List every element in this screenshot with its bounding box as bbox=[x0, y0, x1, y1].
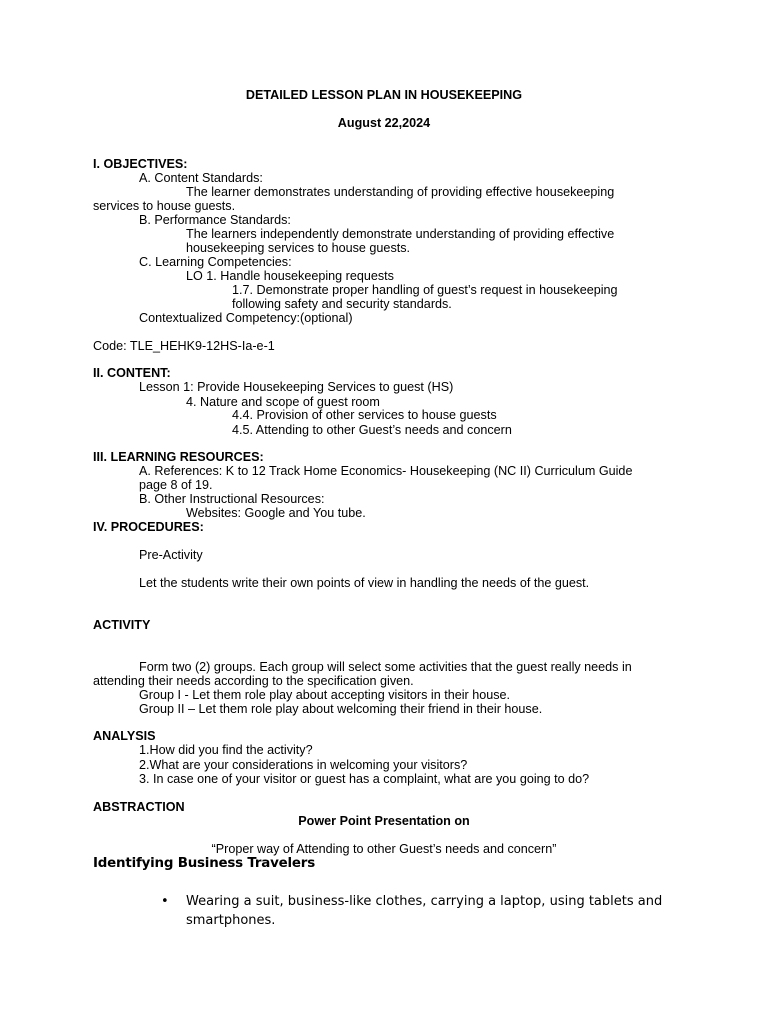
content-item-4-5: 4.5. Attending to other Guest’s needs and concern bbox=[232, 423, 512, 437]
bullet-text-cont: smartphones. bbox=[186, 913, 276, 928]
group-2-text: Group II – Let them role play about welcoming their friend in their house. bbox=[139, 702, 543, 716]
learning-competencies-label: C. Learning Competencies: bbox=[139, 255, 292, 269]
competency-1-7: 1.7. Demonstrate proper handling of guest’s request in housekeeping bbox=[232, 283, 618, 297]
activity-heading: ACTIVITY bbox=[93, 618, 151, 632]
resources-heading: III. LEARNING RESOURCES: bbox=[93, 450, 264, 464]
learning-outcome-1: LO 1. Handle housekeeping requests bbox=[186, 269, 394, 283]
content-standards-text-cont: services to house guests. bbox=[93, 199, 236, 213]
analysis-question-1: 1.How did you find the activity? bbox=[139, 743, 313, 757]
document-title: DETAILED LESSON PLAN IN HOUSEKEEPING bbox=[245, 88, 523, 102]
competency-code: Code: TLE_HEHK9-12HS-Ia-e-1 bbox=[93, 339, 275, 353]
content-standards-text: The learner demonstrates understanding of providing effective housekeeping bbox=[186, 185, 615, 199]
ppt-subtitle: “Proper way of Attending to other Guest’s needs and concern” bbox=[211, 842, 557, 856]
pre-activity-heading: Pre-Activity bbox=[139, 548, 203, 562]
analysis-heading: ANALYSIS bbox=[93, 729, 156, 743]
performance-standards-text-cont: housekeeping services to house guests. bbox=[186, 241, 411, 255]
performance-standards-text: The learners independently demonstrate understanding of providing effective bbox=[186, 227, 615, 241]
bullet-text: Wearing a suit, business-like clothes, carrying a laptop, using tablets and bbox=[186, 894, 663, 909]
ppt-title: Power Point Presentation on bbox=[298, 814, 470, 828]
slide-heading: Identifying Business Travelers bbox=[93, 856, 315, 871]
content-item-4-4: 4.4. Provision of other services to house guests bbox=[232, 408, 497, 422]
lesson-title: Lesson 1: Provide Housekeeping Services to guest (HS) bbox=[139, 380, 454, 394]
document-date: August 22,2024 bbox=[337, 116, 431, 130]
competency-1-7-cont: following safety and security standards. bbox=[232, 297, 452, 311]
content-heading: II. CONTENT: bbox=[93, 366, 171, 380]
procedures-heading: IV. PROCEDURES: bbox=[93, 520, 204, 534]
abstraction-heading: ABSTRACTION bbox=[93, 800, 185, 814]
websites: Websites: Google and You tube. bbox=[186, 506, 366, 520]
references: A. References: K to 12 Track Home Economics- Housekeeping (NC II) Curriculum Guide bbox=[139, 464, 633, 478]
content-item-4: 4. Nature and scope of guest room bbox=[186, 395, 380, 409]
performance-standards-label: B. Performance Standards: bbox=[139, 213, 291, 227]
analysis-question-2: 2.What are your considerations in welcoming your visitors? bbox=[139, 758, 468, 772]
references-cont: page 8 of 19. bbox=[139, 478, 213, 492]
activity-text-cont: attending their needs according to the specification given. bbox=[93, 674, 414, 688]
group-1-text: Group I - Let them role play about accepting visitors in their house. bbox=[139, 688, 511, 702]
pre-activity-text: Let the students write their own points of view in handling the needs of the guest. bbox=[139, 576, 590, 590]
bullet-marker: • bbox=[161, 894, 169, 909]
contextualized-competency: Contextualized Competency:(optional) bbox=[139, 311, 353, 325]
content-standards-label: A. Content Standards: bbox=[139, 171, 263, 185]
objectives-heading: I. OBJECTIVES: bbox=[93, 157, 188, 171]
other-resources-label: B. Other Instructional Resources: bbox=[139, 492, 325, 506]
activity-text: Form two (2) groups. Each group will select some activities that the guest really needs in bbox=[139, 660, 632, 674]
analysis-question-3: 3. In case one of your visitor or guest has a complaint, what are you going to do? bbox=[139, 772, 590, 786]
